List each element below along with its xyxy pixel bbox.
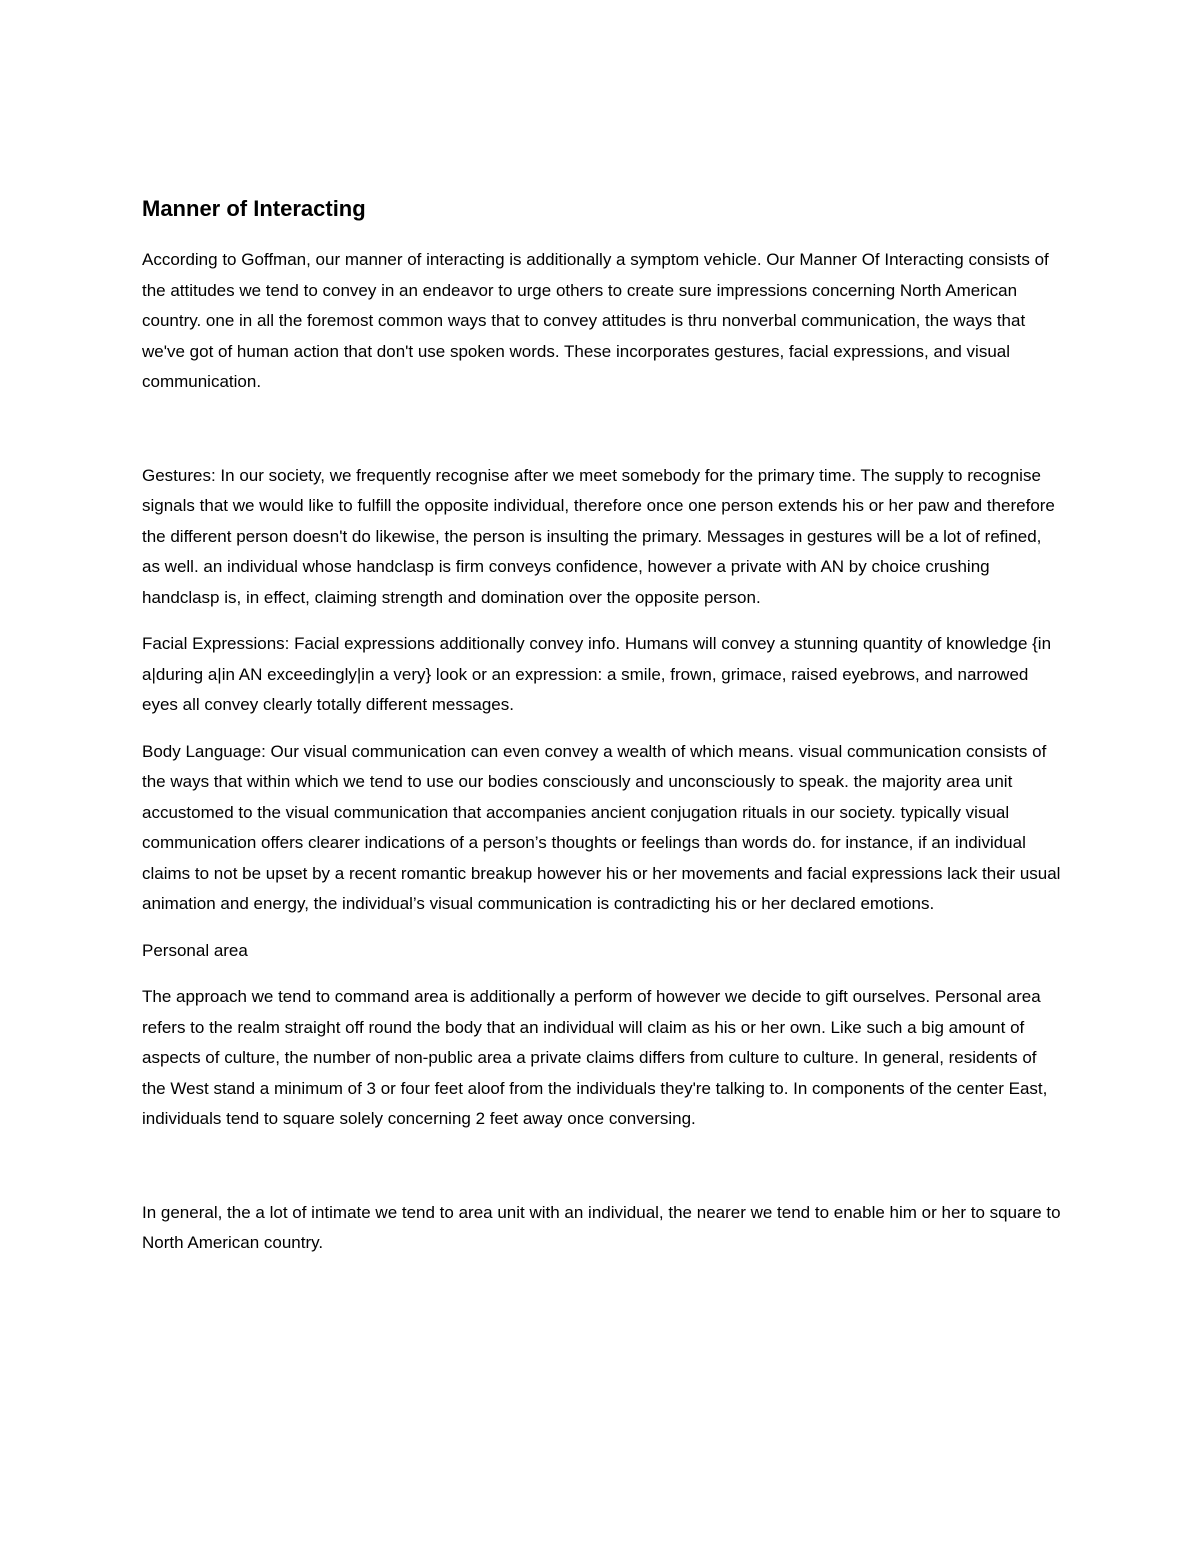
paragraph-gestures: Gestures: In our society, we frequently recognise after we meet somebody for the primary time. The supply to recognise signals that we would like to fulfill the opposite individual, therefore once one person extends his or her paw and therefore the different person doesn't do likewise, the person is insulting the primary. Messages in gestures will be a lot of refined, as well. an individual whose handclasp is firm conveys confidence, however a private with AN by choice crushing handclasp is, in effect, claiming strength and domination over the opposite person. (142, 465, 1055, 607)
page-title: Manner of Interacting (142, 196, 366, 221)
section-heading-personal-area: Personal area (142, 940, 248, 960)
paragraph-intro: According to Goffman, our manner of interacting is additionally a symptom vehicle. Our Manner Of Interacting consists of the attitudes we tend to convey in an endeavor to urge others to create sure impressions concerning North American country. one in all the foremost common ways that to convey attitudes is thru nonverbal communication, the ways that we've got of human action that don't use spoken words. These incorporates gestures, facial expressions, and visual communication. (142, 250, 1049, 391)
paragraph-personal-area: The approach we tend to command area is additionally a perform of however we decide to gift ourselves. Personal area refers to the realm straight off round the body that an individual will claim as his or her own. Like such a big amount of aspects of culture, the number of non-public area a private claims differs from culture to culture. In general, residents of the West stand a minimum of 3 or four feet aloof from the individuals they're talking to. In components of the center East, individuals tend to square solely concerning 2 feet away once conversing. (142, 987, 1048, 1128)
document-body (142, 193, 1062, 1275)
paragraph-intimacy: In general, the a lot of intimate we tend to area unit with an individual, the nearer we tend to enable him or her to square to North American country. (142, 1202, 1061, 1252)
paragraph-facial-expressions: Facial Expressions: Facial expressions additionally convey info. Humans will convey a stunning quantity of knowledge {in a|during a|in AN exceedingly|in a very} look or an expression: a smile, frown, grimace, raised eyebrows, and narrowed eyes all convey clearly totally different messages. (142, 634, 1052, 714)
paragraph-body-language: Body Language: Our visual communication can even convey a wealth of which means. visual communication consists of the ways that within which we tend to use our bodies consciously and unconsciously to speak. the majority area unit accustomed to the visual communication that accompanies ancient conjugation rituals in our society. typically visual communication offers clearer indications of a person’s thoughts or feelings than words do. for instance, if an individual claims to not be upset by a recent romantic breakup however his or her movements and facial expressions lack their usual animation and energy, the individual’s visual communication is contradicting his or her declared emotions. (142, 741, 1061, 913)
